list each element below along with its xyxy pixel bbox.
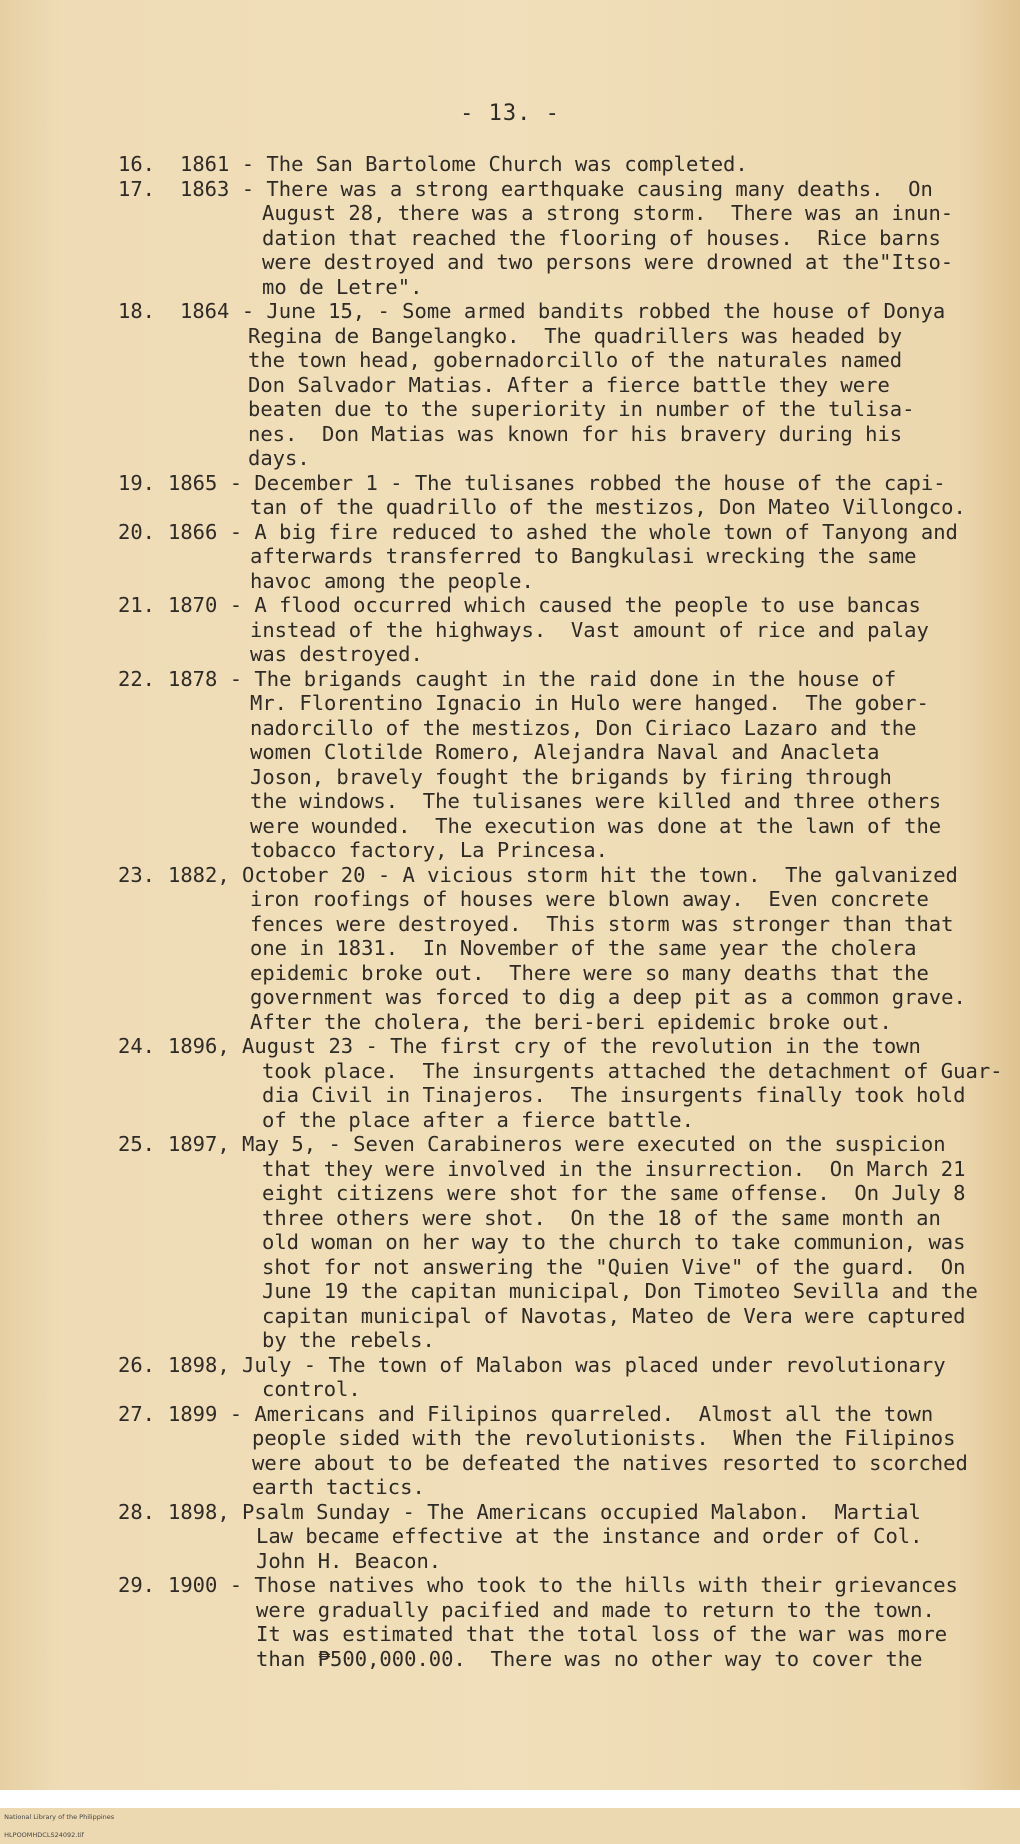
entry-line: than ₱500,000.00. There was no other way to cover the	[256, 1646, 923, 1671]
entry-number: 27.	[118, 1401, 156, 1426]
entry-text	[0, 667, 1020, 863]
entry-line: 1898, Psalm Sunday - The Americans occupied Malabon. Martial	[168, 1499, 921, 1524]
entry-line: old woman on her way to the church to take communion, was	[262, 1230, 966, 1254]
entry-line: the windows. The tulisanes were killed and three others	[250, 789, 942, 813]
entry-line: were wounded. The execution was done at the lawn of the	[250, 813, 942, 838]
entry-line: were gradually pacified and made to return to the town.	[256, 1597, 935, 1622]
entry-line: iron roofings of houses were blown away. Even concrete	[250, 887, 929, 911]
entry-line: August 28, there was a strong storm. There was an inun-	[262, 201, 954, 225]
entry-line: three others were shot. On the 18 of the same month an	[262, 1205, 941, 1230]
entry-number: 20.	[118, 519, 156, 544]
entry-item	[0, 1034, 1020, 1132]
entry-item	[0, 471, 1020, 520]
entry-line: days.	[248, 446, 310, 470]
entry-item	[0, 520, 1020, 594]
entry-number: 16.	[118, 152, 156, 176]
entry-line: 1896, August 23 - The first cry of the revolution in the town	[168, 1034, 921, 1058]
entry-line: the town head, gobernadorcillo of the naturales named	[248, 348, 903, 372]
entry-line: After the cholera, the beri-beri epidemic broke out.	[250, 1009, 892, 1034]
entry-line: mo de Letre".	[262, 274, 423, 299]
entry-item	[0, 1500, 1020, 1574]
entry-text	[0, 863, 1020, 1035]
entry-item	[0, 299, 1020, 471]
entry-line: Don Salvador Matias. After a fierce battle they were	[248, 372, 890, 397]
entry-number: 18.	[118, 299, 156, 323]
entry-line: 1900 - Those natives who took to the hills with their grievances	[168, 1573, 958, 1597]
entry-item	[0, 863, 1020, 1035]
entry-line: was destroyed.	[250, 642, 423, 666]
entry-item	[0, 667, 1020, 863]
entry-number: 22.	[118, 666, 156, 691]
entry-line: epidemic broke out. There were so many deaths that the	[250, 960, 929, 985]
entry-line: capitan municipal of Navotas, Mateo de Vera were captured	[262, 1303, 966, 1328]
entry-number: 21.	[118, 593, 156, 617]
entry-line: 1864 - June 15, - Some armed bandits robbed the house of Donya	[180, 299, 946, 323]
entry-item	[0, 152, 1020, 177]
entry-line: 1865 - December 1 - The tulisanes robbed the house of the capi-	[168, 470, 946, 495]
entry-line: 1897, May 5, - Seven Carabineros were executed on the suspicion	[168, 1132, 946, 1156]
entry-line: were destroyed and two persons were drowned at the"Itso-	[262, 250, 954, 274]
entry-line: control.	[262, 1377, 361, 1401]
entry-number: 29.	[118, 1573, 156, 1597]
entry-line: It was estimated that the total loss of the war was more	[256, 1622, 948, 1646]
entry-item	[0, 1402, 1020, 1500]
entry-item	[0, 1573, 1020, 1671]
entry-line: earth tactics.	[252, 1475, 425, 1499]
entry-number: 28.	[118, 1499, 156, 1524]
entry-line: by the rebels.	[262, 1328, 435, 1352]
entry-line: John H. Beacon.	[256, 1548, 442, 1573]
entry-line: Joson, bravely fought the brigands by firing through	[250, 764, 892, 789]
entry-line: afterwards transferred to Bangkulasi wrecking the same	[250, 544, 917, 568]
entry-line: nes. Don Matias was known for his bravery during his	[248, 421, 903, 446]
entry-text	[0, 299, 1020, 471]
entry-line: June 19 the capitan municipal, Don Timoteo Sevilla and the	[262, 1279, 978, 1303]
entry-item	[0, 1132, 1020, 1353]
entry-number: 23.	[118, 862, 156, 887]
entry-number: 24.	[118, 1034, 156, 1058]
entry-item	[0, 1353, 1020, 1402]
entry-line: 1898, July - The town of Malabon was placed under revolutionary	[168, 1352, 946, 1377]
entry-line: 1882, October 20 - A vicious storm hit the town. The galvanized	[168, 862, 958, 887]
entry-line: dia Civil in Tinajeros. The insurgents finally took hold	[262, 1083, 966, 1107]
entry-line: were about to be defeated the natives resorted to scorched	[252, 1450, 968, 1475]
footer-library: National Library of the Philippines	[4, 1813, 115, 1821]
entry-number: 19.	[118, 470, 156, 495]
entry-line: took place. The insurgents attached the detachment of Guar-	[262, 1058, 1003, 1083]
entry-number: 26.	[118, 1352, 156, 1377]
footer-file-id: HLPOOMHDCLS24092.tif	[4, 1831, 84, 1839]
entry-text	[0, 1132, 1020, 1353]
entry-item	[0, 593, 1020, 667]
entry-line: one in 1831. In November of the same year the cholera	[250, 936, 917, 960]
entry-line: shot for not answering the "Quien Vive" of the guard. On	[262, 1254, 966, 1279]
entry-line: Mr. Florentino Ignacio in Hulo were hanged. The gober-	[250, 691, 929, 715]
entry-number: 25.	[118, 1132, 156, 1156]
page-number: - 13. -	[460, 101, 560, 126]
entry-line: of the place after a fierce battle.	[262, 1107, 694, 1132]
entry-list	[0, 152, 1020, 1671]
scan-footer	[0, 1790, 1020, 1839]
entry-line: 1870 - A flood occurred which caused the people to use bancas	[168, 593, 921, 617]
entry-line: havoc among the people.	[250, 568, 534, 593]
entry-line: tobacco factory, La Princesa.	[250, 838, 608, 862]
entry-line: 1866 - A big fire reduced to ashed the whole town of Tanyong and	[168, 519, 958, 544]
entry-line: Regina de Bangelangko. The quadrillers was headed by	[248, 323, 903, 348]
entry-line: government was forced to dig a deep pit as a common grave.	[250, 985, 966, 1009]
entry-line: 1878 - The brigands caught in the raid done in the house of	[168, 666, 897, 691]
entry-line: women Clotilde Romero, Alejandra Naval and Anacleta	[250, 740, 880, 764]
entry-line: 1861 - The San Bartolome Church was completed.	[180, 152, 748, 176]
entry-line: 1899 - Americans and Filipinos quarreled. Almost all the town	[168, 1401, 934, 1426]
entry-line: people sided with the revolutionists. When the Filipinos	[252, 1426, 956, 1450]
entry-line: 1863 - There was a strong earthquake causing many deaths. On	[180, 176, 933, 201]
entry-line: fences were destroyed. This storm was stronger than that	[250, 911, 954, 936]
entry-item	[0, 177, 1020, 300]
entry-line: nadorcillo of the mestizos, Don Ciriaco Lazaro and the	[250, 715, 917, 740]
entry-line: eight citizens were shot for the same offense. On July 8	[262, 1181, 966, 1205]
entry-number: 17.	[118, 176, 156, 201]
entry-line: instead of the highways. Vast amount of rice and palay	[250, 617, 929, 642]
entry-line: tan of the quadrillo of the mestizos, Don Mateo Villongco.	[250, 495, 966, 519]
entry-line: that they were involved in the insurrection. On March 21	[262, 1156, 966, 1181]
entry-line: Law became effective at the instance and order of Col.	[256, 1524, 923, 1548]
entry-line: dation that reached the flooring of houses. Rice barns	[262, 225, 941, 250]
entry-line: beaten due to the superiority in number of the tulisa-	[248, 397, 915, 421]
